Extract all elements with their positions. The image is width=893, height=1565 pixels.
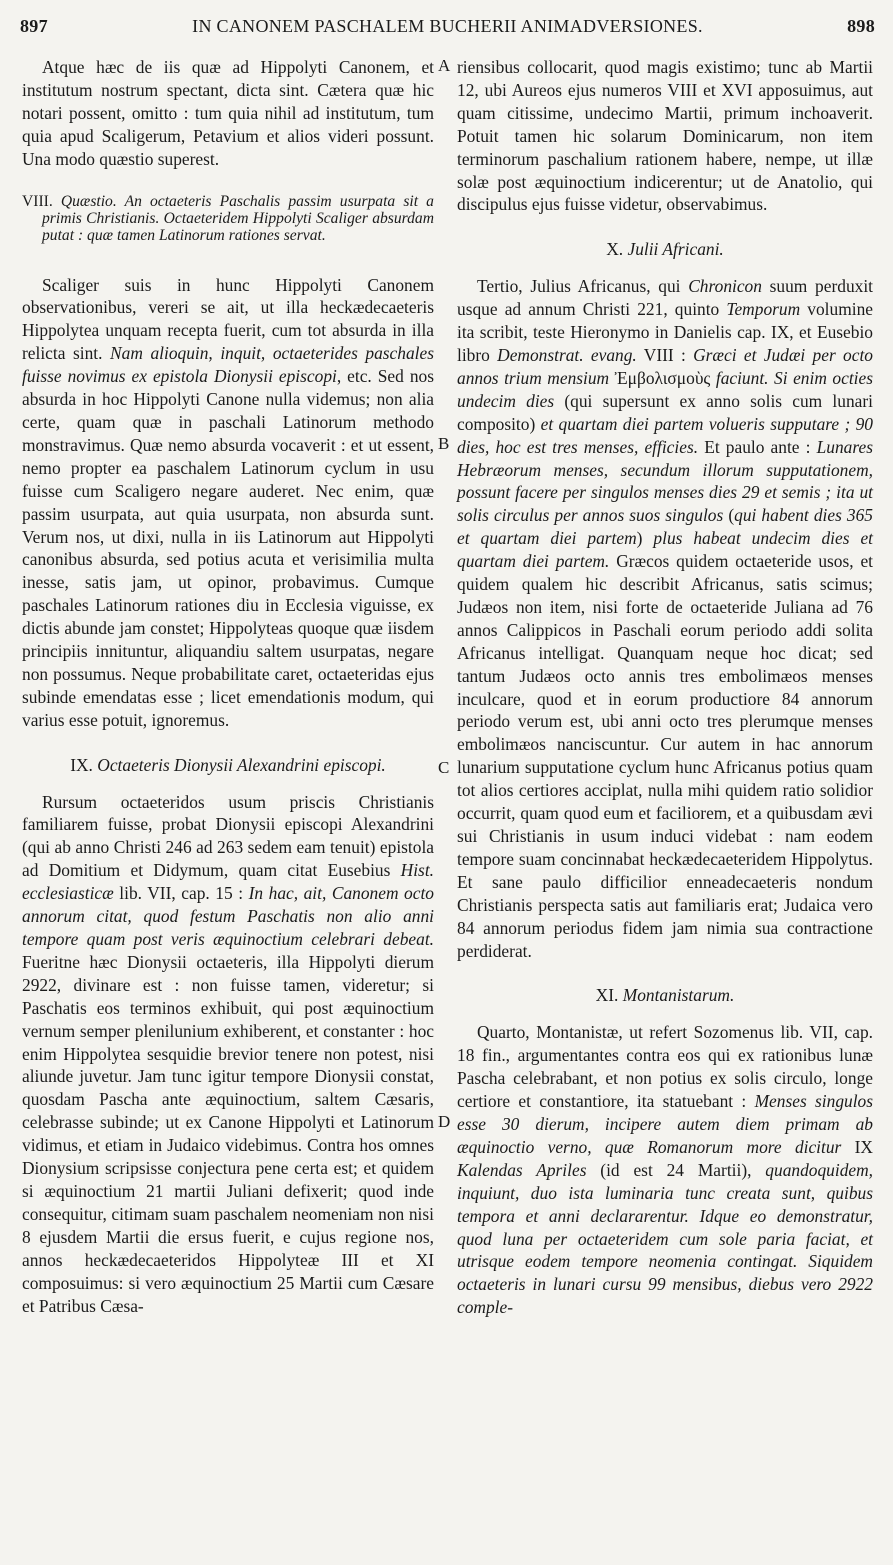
paragraph: [457, 1021, 873, 1319]
section-title: Julii Africani.: [627, 239, 724, 260]
text-run: , etc. Sed nos absurda in hoc Hippolyti Canone nulla videmus; non alia certe, quam quæ in paschali Latinorum methodo monstravimus. Quæ nemo absurda vocaverit : et ut essent, nemo propter ea paschalem Latinorum cyclum in usu fuisse cum Scaligero negare auderet. Nec enim, quæ passim usurpata, aut quia usurpata, non absurda sunt. Verum nos, ut dixi, nulla in iis Latinorum aut Hippolyti canonibus absurda, sed potius acuta et verisimilia multa inesse, satis jam, ut opinor, probavimus. Cumque paschales Latinorum rationes diu in Ecclesia viguisse, ex dictis abunde jam constet; Hippolyteas quoque quæ iisdem principiis innituntur, aliquandiu saltem usurpatas, negare non possumus. Neque probabilitate caret, octaeteridas ejus subinde emendatas esse ; licet emendationis modum, qui varius esse potuit, ignoremus.: [22, 366, 434, 730]
margin-letter-d: D: [438, 1112, 451, 1131]
italic-run: Chronicon: [688, 276, 762, 297]
question-number: VIII.: [22, 192, 53, 210]
italic-run: Nam alioquin, inquit, octaeterides paschales fuisse novimus ex epistola Dionysii episcopi: [22, 343, 434, 387]
left-column: [22, 56, 434, 1317]
margin-letter-b: B: [438, 434, 450, 453]
paragraph: Atque hæc de iis quæ ad Hippolyti Canonem, et institutum nostrum spectant, dicta sint. Cætera quæ hic notari possent, omitto : tum quia nihil ad institutum, tum quia apud Scaligerum, Petavium et alios videri possunt. Una modo quæstio superest.: [22, 57, 434, 169]
text-run: (id est 24 Martii),: [586, 1159, 766, 1180]
italic-run: qui habent dies 365 et quartam diei partem: [457, 505, 874, 549]
text-run: ): [636, 528, 654, 549]
text-run: volumine ita scribit, teste Hieronymo in Danielis cap. IX, et Eusebio libro: [457, 299, 873, 365]
section-title: Octaeteris Dionysii Alexandrini episcopi.: [97, 754, 386, 775]
italic-run: faciunt. Si enim octies undecim dies: [457, 367, 873, 411]
margin-letter-a: A: [438, 56, 451, 75]
italic-run: Græci et Judæi per octo annos trium mensium: [457, 344, 873, 388]
page-number-right: 898: [847, 16, 875, 36]
italic-run: plus habeat undecim dies et quartam diei partem.: [457, 528, 873, 572]
italic-run: Hist. ecclesiasticæ: [22, 860, 434, 904]
paragraph: [22, 791, 434, 1318]
section-number: IX.: [70, 754, 93, 775]
italic-run: Lunares Hebræorum menses, secundum illorum supputationem, possunt facere per singulos menses dies 29 et semis ; ita ut solis circulus per annos suos singulos: [457, 436, 873, 526]
section-heading: [457, 238, 873, 261]
right-column: [457, 56, 873, 1319]
text-run: VIII :: [636, 344, 694, 365]
text-run: Græcos quidem octaeteride usos, et quidem qualem hic describit Africanus, satis scimus; Judæos non item, nisi forte de octaeteride Juliana ad 76 annos Calippicos in Paschali eorum periodo addi solita Africanus intelligat. Quanquam neque hoc dicat; sed tantum Judæos octo annis tres embolimæos menses inculcare, quod et in eorum productiore 84 annorum periodo verum est, ubi anni octo tres plerumque menses embolimæos nanciscuntur. Cur autem in hac annorum lunarium supputatione cyclum hunc Africanus potius quam tot alios certiores acciplat, nulla mihi quidem ratio solidior occurrit, quam quod eum et faciliorem, et a quibusdam ævi sui Christianis in usum induci videbat : nam eodem tempore suam concinnabat heckædecaeteridem Hippolytus. Et sane paulo difficilior enneadecaeteris nondum Christianis perspecta satis aut familiaris erat; Judaica vero 84 annorum periodus fidem jam nimia sua contractione perdiderat.: [457, 551, 873, 961]
text-run: suum perduxit usque ad annum Christi 221, quinto: [457, 276, 873, 320]
italic-run: Kalendas Apriles: [457, 1159, 587, 1180]
running-title: IN CANONEM PASCHALEM BUCHERII ANIMADVERSIONES.: [192, 16, 703, 36]
italic-run: et quartam diei partem volueris supputare ; 90 dies, hoc est tres menses, efficies.: [457, 413, 873, 457]
section-heading: [457, 984, 873, 1007]
italic-run: Demonstrat. evang.: [497, 344, 637, 365]
section-number: X.: [606, 239, 624, 260]
text-run: Quarto, Montanistæ, ut refert Sozomenus lib. VII, cap. 18 fin., argumentantes contra eos qui ex rationibus lunæ Pascha celebrabant, et non potius ex solis circulo, longe certiore et constantiore, ita statuebant :: [457, 1022, 873, 1112]
paragraph: [22, 274, 434, 732]
text-run: lib. VII, cap. 15 :: [113, 883, 249, 904]
text-run: Rursum octaeteridos usum priscis Christianis familiarem fuisse, probat Dionysii episcopi Alexandrini (qui ab anno Christi 246 ad 263 sedem eam tenuit) epistola ad Domitium et Didymum, quam citat Eusebius: [22, 791, 434, 881]
question-heading: [22, 193, 434, 244]
text-run: Fueritne hæc Dionysii octaeteris, illa Hippolyti dierum 2922, divinare est : non fuisse tamen, videretur; si Paschatis eos terminos exhibuit, qui post æquinoctium vernum semper plenilunium exhiberent, et constanter : hoc enim Hippolytea sesquidie brevior tenere non potest, nisi aliunde juvetur. Jam tunc igitur tempore Dionysii constat, quosdam Pascha ante æquinoctium, saltem Cæsaris, celebrasse subinde; ut ex Canone Hippolyti et Latinorum vidimus, et etiam in Judaico videbimus. Contra hos omnes Dionysium scripsisse conjectura pene certa est; et quidem si æquinoctium 21 martii Juliani defixerit; quod inde consequitur, citimam suam paschalem neomeniam non nisi 8 ejusdem Martii die ersus fuerit, e cujus regione nos, annos heckædecaeteridos Hippolyteæ III et XI composuimus: si vero æquinoctium 25 Martii cum Cæsare et Patribus Cæsa-: [22, 951, 434, 1316]
paragraph: riensibus collocarit, quod magis existimo; tunc ab Martii 12, ubi Aureos ejus numeros VIII et XVI apposuimus, aut quam citissime, undecimo Martii, primum inchoaverit. Potuit tamen hic solarum Dominicarum, non item terminorum paschalium rationem habere, nempe, ut illæ solæ post æquinoctium indicerentur; ut de Anatolio, qui discipulus ejus fuisse videtur, observabimus.: [457, 57, 873, 215]
text-run: (qui supersunt ex anno solis cum lunari composito): [457, 390, 873, 434]
margin-letter-c: C: [438, 758, 450, 777]
italic-run: Menses singulos esse 30 dierum, incipere autem diem primam ab æquinoctio verno, quæ Romanorum more dicitur: [457, 1091, 874, 1157]
text-run: Tertio, Julius Africanus, qui: [477, 276, 689, 297]
italic-run: quandoquidem, inquiunt, duo ista luminaria tunc creata sunt, quibus tempora et anni declararentur. Idque eo demonstratur, quod luna per octaeteridem cum sole paria faciat, et utrisque eodem tempore neomenia contingat. Siquidem octaeteris in lunari cursu 99 mensibus, diebus vero 2922 comple-: [457, 1159, 874, 1318]
text-run: (: [723, 505, 735, 526]
page-number-left: 897: [20, 16, 48, 36]
text-run: Scaliger suis in hunc Hippolyti Canonem observationibus, vereri se ait, ut illa heckædecaeteris Hippolytea unquam recepta fuerit, cum tot absurda in illa relicta sint.: [22, 274, 434, 364]
section-number: XI.: [595, 985, 619, 1006]
section-title: Montanistarum.: [622, 985, 735, 1006]
running-header: [20, 16, 875, 42]
greek-run: Ἐμβολισμοὺς: [609, 367, 716, 388]
section-heading: [22, 754, 434, 777]
text-run: Et paulo ante :: [698, 436, 817, 457]
text-run: IX: [841, 1136, 873, 1157]
italic-run: In hac, ait, Canonem octo annorum citat, quod festum Paschatis non alio anni tempore quam post veris æquinoctium celebrari debeat.: [22, 883, 435, 949]
italic-run: Temporum: [726, 299, 801, 320]
paragraph: [457, 275, 873, 962]
question-text: Quæstio. An octaeteris Paschalis passim usurpata sit a primis Christianis. Octaeteridem Hippolyti Scaliger absurdam putat : quæ tamen Latinorum rationes servat.: [42, 192, 434, 244]
